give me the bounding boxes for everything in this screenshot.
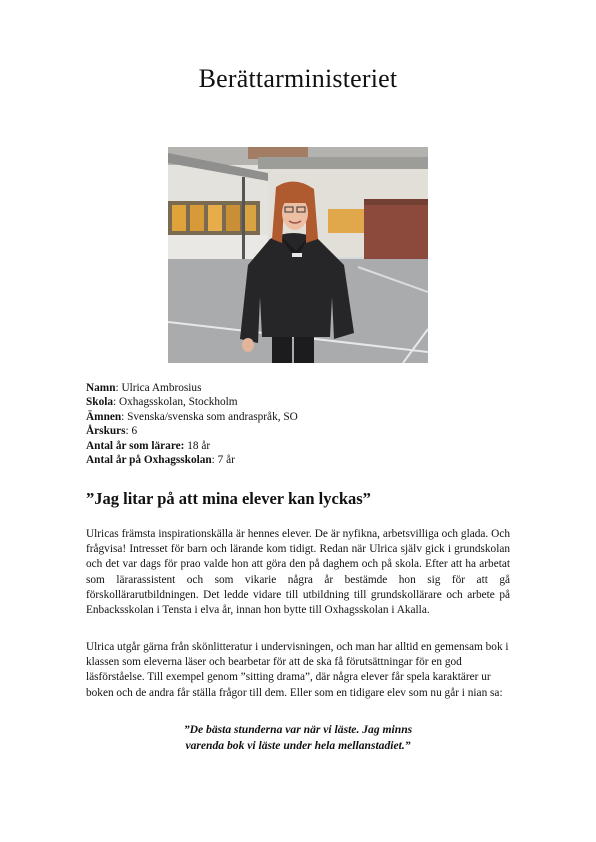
fact-grade: [86, 424, 298, 438]
fact-years-teacher: [86, 439, 298, 453]
fact-school: [86, 395, 298, 409]
fact-subjects-label: Ämnen: [86, 410, 122, 423]
fact-subjects-value: : Svenska/svenska som andraspråk, SO: [121, 410, 298, 423]
fact-grade-value: : 6: [125, 425, 138, 438]
portrait-photo: [168, 147, 428, 363]
fact-years-teacher-value: 18 år: [184, 439, 211, 452]
fact-name-value: : Ulrica Ambrosius: [115, 382, 202, 394]
fact-school-value: : Oxhagsskolan, Stockholm: [113, 396, 238, 409]
profile-facts: [86, 381, 298, 467]
paragraph-intro: Ulricas främsta inspirationskälla är hennes elever. De är nyfikna, arbetsvilliga och glada. Och frågvisa! Intresset för barn och lärande kom tidigt. Redan när Ulrica själv gick i grundskolan och det var dags för prao valde hon att göra den på daghem och på skola. Efter att ha arbetat som lärarassistent och som vikarie några år bestämde hon sig för att gå förskollärarutbildningen. Det ledde vidare till utbildning till grundskollärare och arbete på Enbacksskolan i Tensta i elva år, innan hon bytte till Oxhagsskolan i Akalla.: [86, 528, 510, 617]
fact-name: [86, 381, 298, 395]
article-headline: ”Jag litar på att mina elever kan lyckas”: [86, 489, 371, 508]
student-quote: [150, 722, 446, 753]
fact-years-school-label: Antal år på Oxhagsskolan: [86, 454, 212, 467]
fact-subjects: [86, 410, 298, 424]
quote-line-1: ”De bästa stunderna var när vi läste. Jag minns: [183, 723, 413, 736]
fact-name-label: Namn: [86, 382, 116, 394]
fact-years-school-value: : 7 år: [211, 454, 235, 467]
fact-school-label: Skola: [86, 396, 114, 409]
logo-wordmark: Berättarministeriet: [198, 64, 398, 93]
fact-grade-label: Årskurs: [86, 425, 126, 438]
quote-line-2: varenda bok vi läste under hela mellanstadiet.”: [185, 738, 411, 752]
paragraph-teaching: Ulrica utgår gärna från skönlitteratur i undervisningen, och man har alltid en gemensam bok i klassen som eleverna läser och bearbetar för att de ska få förutsättningar för en god läsförståelse. Till exempel genom ”sitting drama”, där några elever får spela karaktärer ur boken och de andra får ställa frågor till dem. Eller som en tidigare elev som nu går i nian sa:: [86, 641, 509, 699]
fact-years-school: [86, 453, 298, 467]
fact-years-teacher-label: Antal år som lärare:: [86, 439, 185, 452]
